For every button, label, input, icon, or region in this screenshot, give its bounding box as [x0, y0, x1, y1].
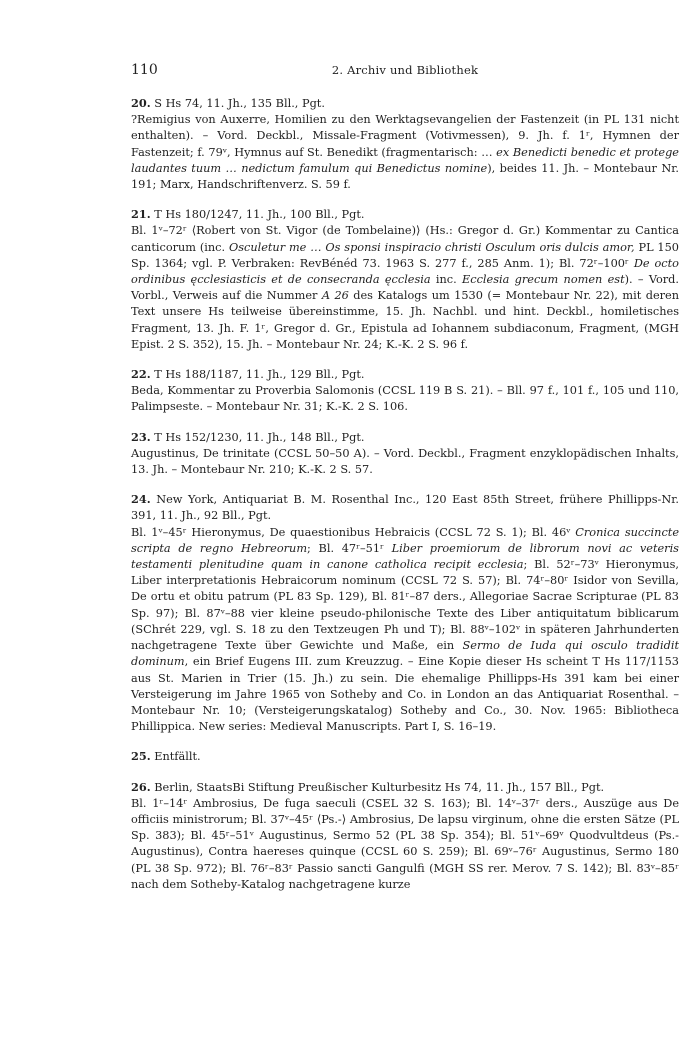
entry-number: 26.	[131, 779, 151, 794]
entry-heading: Entfällt.	[154, 750, 201, 764]
entry-heading: Berlin, StaatsBi Stiftung Preußischer Kulturbesitz Hs 74, 11. Jh., 157 Bll., Pgt.	[154, 780, 605, 794]
entry-text: ?Remigius von Auxerre, Homilien zu den Werktagsevangelien der Fastenzeit (in PL 131 nicht enthalten). – Vord. Deckbl., Missale-Fragment (Votivmessen), 9. Jh. f. 1ʳ, Hymnen der Fastenzeit; f. 79ᵛ, Hymnus auf St. Benedikt (fragmentarisch: …	[131, 113, 679, 159]
entry-text: ; Bl. 52ʳ–73ᵛ Hieronymus, Liber interpretationis Hebraicorum nominum (CCSL 72 S. 57); Bl. 74ʳ–80ʳ Isidor von Sevilla, De ortu et obitu patrum (PL 83 Sp. 129), Bl. 81ʳ–87 ders., Allegoriae Sacrae Scripturae (PL 83 Sp. 97); Bl. 87ᵛ–88 vier kleine pseudo-philonische Texte des Liber antiquitatum biblicarum (SChrét 229, vgl. S. 18 zu den Textzeugen Ph und T); Bl. 88ᵛ–102ᵛ in späteren Jahrhunderten nachgetragene Texte über Gewichte und Maße, ein	[131, 558, 680, 653]
catalog-entry-20	[131, 95, 679, 193]
entry-description	[131, 796, 679, 893]
entry-text: Bl. 1ʳ–14ʳ Ambrosius, De fuga saeculi (CSEL 32 S. 163); Bl. 14ᵛ–37ʳ ders., Auszüge aus De officiis ministrorum; Bl. 37ᵛ–45ʳ ⟨Ps.-⟩ Ambrosius, De lapsu virginum, ohne die ersten Sätze (PL Sp. 383); Bl. 45ʳ–51ᵛ Augustinus, Sermo 52 (PL 38 Sp. 354); Bl. 51ᵛ–69ᵛ Quodvultdeus (Ps.-Augustinus), Contra haereses quinque (CCSL 60 S. 259); Bl. 69ᵛ–76ʳ Augustinus, Sermo 180 (PL 38 Sp. 972); Bl. 76ʳ–83ʳ Passio sancti Gangulfi (MGH SS rer. Merov. 7 S. 142); Bl. 83ᵛ–85ʳ nach dem Sotheby-Katalog nachgetragene kurze	[131, 796, 679, 891]
entry-text: inc.	[430, 273, 463, 287]
entry-number: 20.	[131, 96, 151, 110]
entry-text: Bl. 1ᵛ–72ʳ ⟨Robert von St. Vigor (de Tombelaine)⟩ (Hs.: Gregor d. Gr.) Kommentar zu Cantica canticorum (inc.	[131, 224, 679, 254]
entry-heading: T Hs 152/1230, 11. Jh., 148 Bll., Pgt.	[154, 430, 365, 444]
entry-incipit: De octo ordinibus ęcclesiasticis et de consecranda ęcclesia	[131, 256, 679, 287]
entry-text: Beda, Kommentar zu Proverbia Salomonis (CCSL 119 B S. 21). – Bll. 97 f., 101 f., 105 und 110, Palimpseste. – Montebaur Nr. 31; K.-K. 2 S. 106.	[131, 384, 679, 414]
entry-incipit: Ecclesia grecum nomen est	[462, 273, 625, 287]
catalog-entry-23	[131, 429, 679, 479]
entry-number: 23.	[131, 429, 151, 444]
entry-heading: New York, Antiquariat B. M. Rosenthal Inc., 120 East 85th Street, frühere Phillipps-Nr. 391, 11. Jh., 92 Bll., Pgt.	[131, 493, 679, 523]
entry-description	[131, 383, 679, 415]
catalog-entry-21	[131, 206, 679, 353]
catalog-entry-26	[131, 779, 679, 893]
entry-description	[131, 525, 679, 736]
page-header	[131, 62, 679, 82]
entry-number: 24.	[131, 492, 151, 507]
entry-description	[131, 112, 679, 193]
entry-text: ), beides 11. Jh. – Montebaur Nr. 191; Marx, Handschriftenverz. S. 59 f.	[131, 161, 679, 192]
entry-incipit: Sermo de Iuda qui osculo tradidit dominum	[131, 639, 679, 669]
entry-text: Augustinus, De trinitate (CCSL 50–50 A). – Vord. Deckbl., Fragment enzyklopädischen Inhalts, 13. Jh. – Montebaur Nr. 210; K.-K. 2 S. 57.	[131, 446, 679, 477]
running-title: 2. Archiv und Bibliothek	[331, 63, 479, 77]
entry-incipit: Liber proemiorum de librorum novi ac veteris testamenti plenitudine quam in canone catholica recipit ecclesia	[131, 541, 679, 572]
entry-reference: A 26	[321, 289, 349, 303]
entry-number: 22.	[131, 367, 151, 382]
catalog-entry-22	[131, 366, 679, 416]
catalog-body	[131, 95, 679, 906]
entry-heading: S Hs 74, 11. Jh., 135 Bll., Pgt.	[154, 97, 325, 110]
entry-text: ). – Vord. Vorbl., Verweis auf die Nummer	[131, 273, 679, 303]
entry-incipit: Cronica succincte scripta de regno Hebreorum	[131, 525, 679, 555]
page-number: 110	[131, 62, 158, 78]
entry-heading: T Hs 180/1247, 11. Jh., 100 Bll., Pgt.	[154, 208, 365, 222]
entry-text: ; Bl. 47ʳ–51ʳ	[307, 541, 392, 555]
entry-description	[131, 223, 679, 353]
entry-text: Bl. 1ᵛ–45ʳ Hieronymus, De quaestionibus Hebraicis (CCSL 72 S. 1); Bl. 46ᵛ	[131, 525, 576, 539]
entry-text: des Katalogs um 1530 (= Montebaur Nr. 22), mit deren Text unsere Hs teilweise übereinstimme, 15. Jh. Nachbl. und hint. Deckbl., homiletisches Fragment, 13. Jh. F. 1ʳ, Gregor d. Gr., Epistula ad Iohannem subdiaconum, Fragment, (MGH Epist. 2 S. 352), 15. Jh. – Montebaur Nr. 24; K.-K. 2 S. 96 f.	[131, 289, 679, 351]
entry-text: PL 150 Sp. 1364; vgl. P. Verbraken: RevBénéd 73. 1963 S. 277 f., 285 Anm. 1); Bl. 72ʳ–100ʳ	[131, 240, 679, 270]
entry-description	[131, 446, 679, 478]
entry-heading: T Hs 188/1187, 11. Jh., 129 Bll., Pgt.	[154, 368, 365, 382]
catalog-entry-24	[131, 491, 679, 735]
entry-text: , ein Brief Eugens III. zum Kreuzzug. – Eine Kopie dieser Hs scheint T Hs 117/1153 aus St. Marien in Trier (15. Jh.) zu sein. Die ehemalige Phillipps-Hs 391 kam bei einer Versteigerung im Jahre 1965 von Sotheby and Co. in London an das Antiquariat Rosenthal. – Montebaur Nr. 10; (Versteigerungskatalog) Sotheby and Co., 30. Nov. 1965: Bibliotheca Phillippica. New series: Medieval Manuscripts. Part I, S. 16–19.	[131, 655, 679, 734]
entry-number: 21.	[131, 207, 151, 222]
entry-incipit: ex Benedicti benedic et protege laudantes tuum … nedictum famulum qui Benedictus nomine	[131, 145, 679, 175]
catalog-entry-25	[131, 748, 679, 765]
entry-number: 25.	[131, 749, 151, 764]
entry-incipit: Osculetur me … Os sponsi inspiracio christi Osculum oris dulcis amor,	[228, 240, 635, 254]
